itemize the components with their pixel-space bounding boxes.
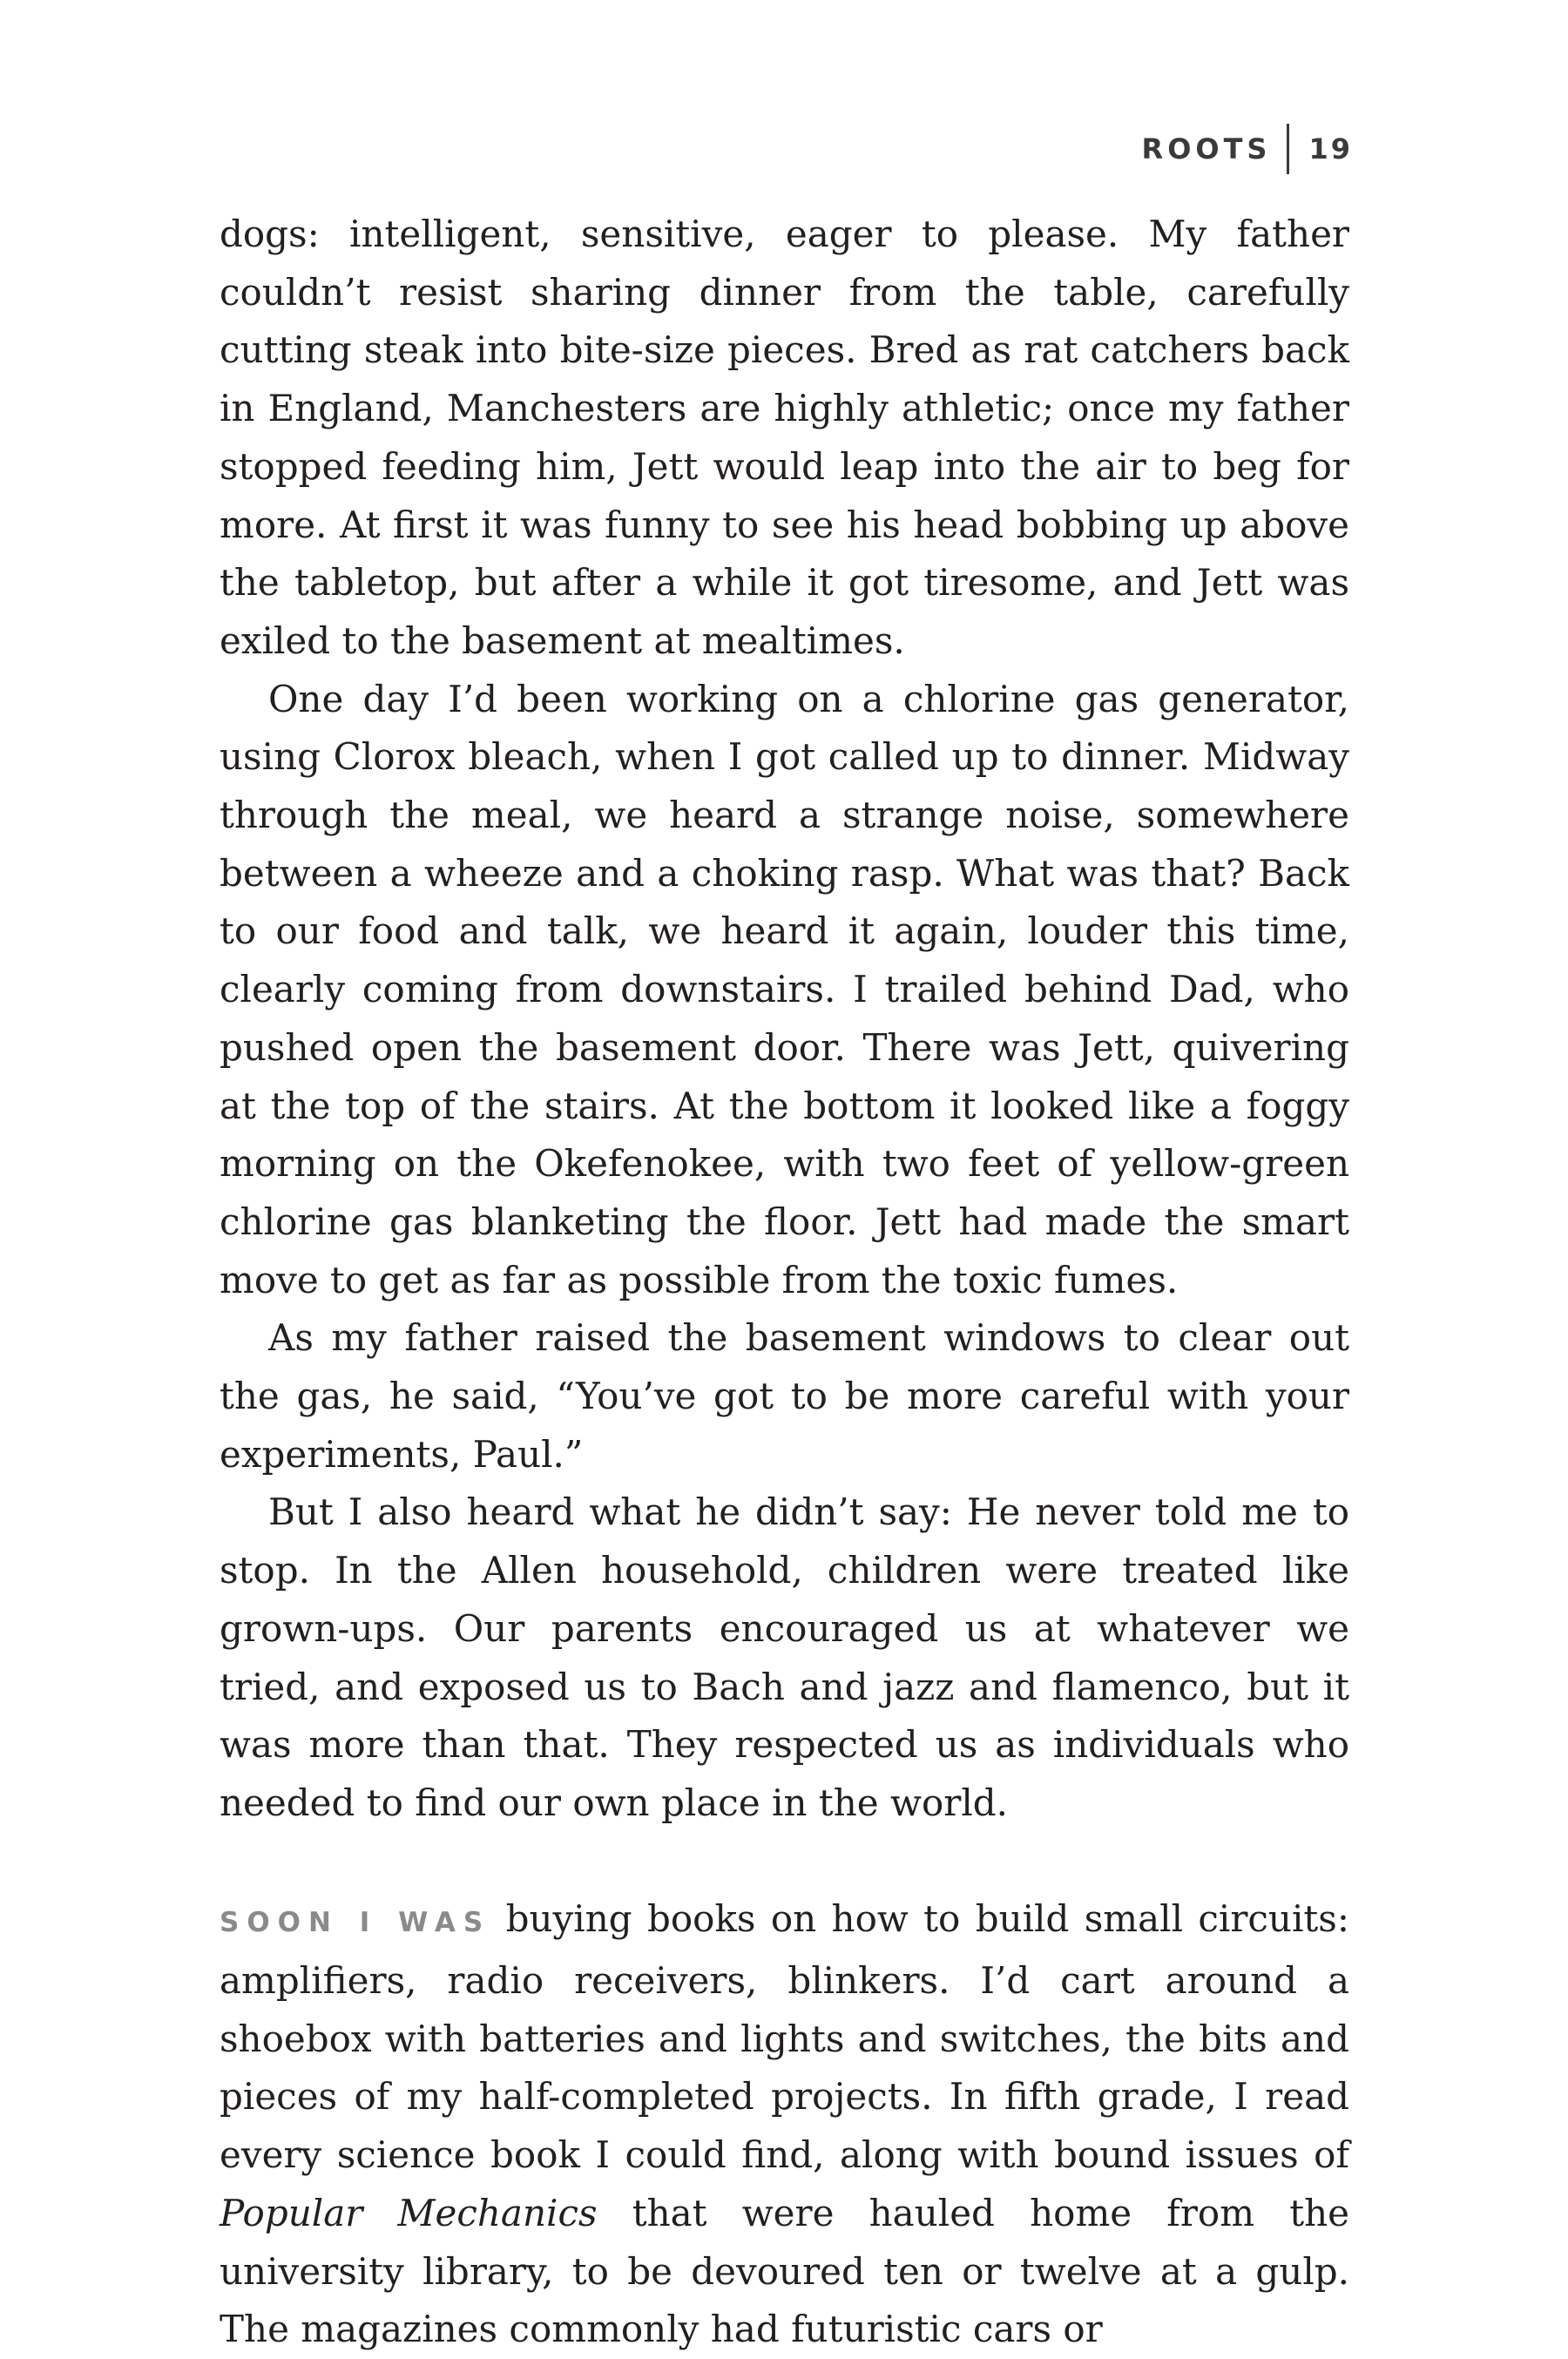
paragraph: dogs: intelligent, sensitive, eager to please. My father couldn’t resist sharing dinner from the table, carefully cutting steak into bite-size pieces. Bred as rat catchers back in England, Manchesters are highly athletic; once my father stopped feeding him, Jett would leap into the air to beg for more. At first it was funny to see his head bobbing up above the tabletop, but after a while it got tiresome, and Jett was exiled to the basement at mealtimes.: [220, 213, 1349, 662]
paragraph: As my father raised the basement windows to clear out the gas, he said, “You’ve got to be more careful with your experiments, Paul.”: [220, 1316, 1349, 1476]
magazine-title: Popular Mechanics: [220, 2191, 598, 2234]
page-number: 19: [1308, 132, 1353, 166]
section-lead-in: SOON I WAS: [220, 1907, 491, 1939]
paragraph: But I also heard what he didn’t say: He never told me to stop. In the Allen household, children were treated like grown-ups. Our parents encouraged us at whatever we tried, and exposed us to Bach and jazz and flamenco, but it was more than that. They respected us as individuals who needed to find our own place in the world.: [220, 1490, 1349, 1824]
section-text: buying books on how to build small circuits: amplifiers, radio receivers, blinkers. I’d cart around a shoebox with batteries and lights and switches, the bits and pieces of my half-completed projects. In fifth grade, I read every science book I could find, along with bound issues of: [220, 1897, 1349, 2177]
section-text-continued: that were hauled home from the university library, to be devoured ten or twelve at a gulp. The magazines commonly had futuristic cars or: [220, 2191, 1349, 2351]
section-paragraph: [220, 1890, 1349, 2359]
running-head: [1142, 124, 1353, 174]
section-title: ROOTS: [1141, 132, 1272, 166]
paragraph: One day I’d been working on a chlorine gas generator, using Clorox bleach, when I got called up to dinner. Midway through the meal, we heard a strange noise, somewhere between a wheeze and a choking rasp. What was that? Back to our food and talk, we heard it again, louder this time, clearly coming from downstairs. I trailed behind Dad, who pushed open the basement door. There was Jett, quivering at the top of the stairs. At the bottom it looked like a foggy morning on the Okefenokee, with two feet of yellow-green chlorine gas blanketing the floor. Jett had made the smart move to get as far as possible from the toxic fumes.: [220, 677, 1349, 1301]
body-text: [220, 206, 1349, 2359]
header-divider: [1287, 124, 1289, 174]
